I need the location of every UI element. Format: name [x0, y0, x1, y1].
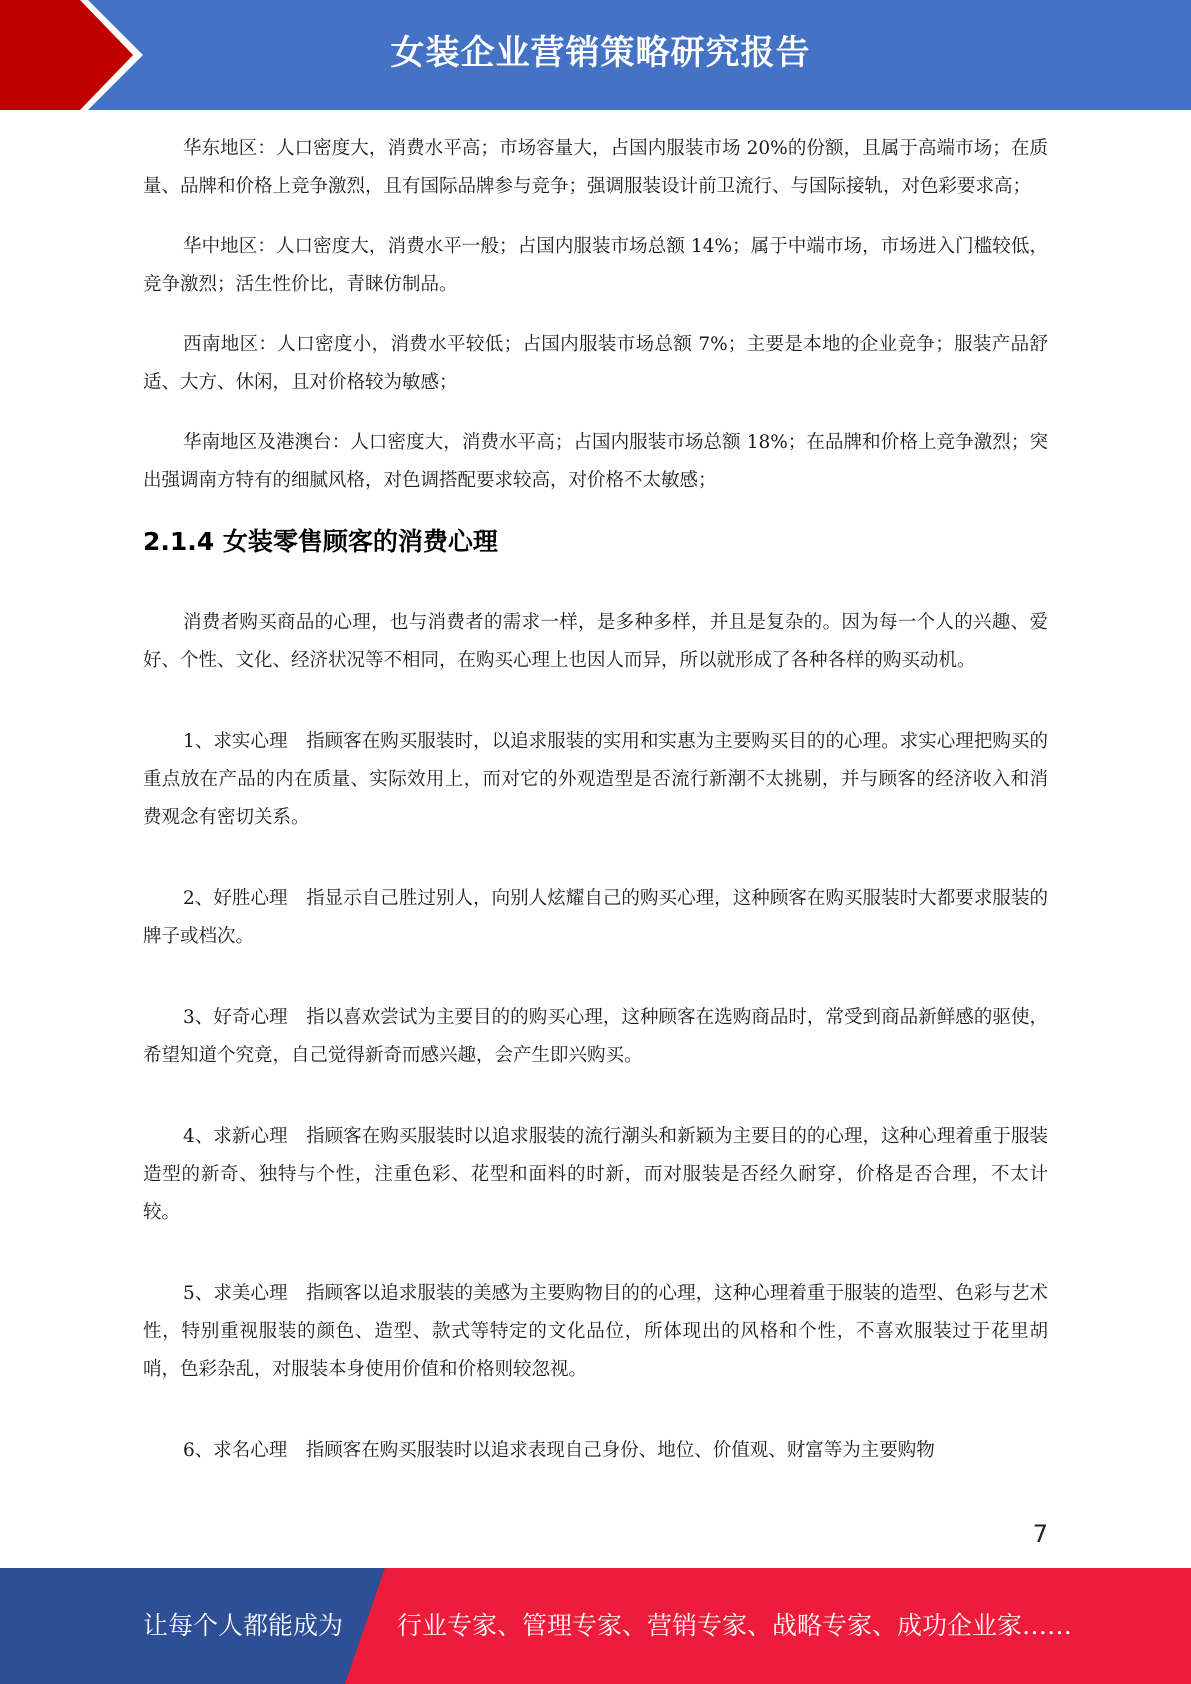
page-header [0, 0, 1191, 110]
page-content [143, 130, 1048, 1513]
footer-slogan-right: 行业专家、管理专家、营销专家、战略专家、成功企业家…… [397, 1611, 1073, 1640]
psychology-item-6: 6、求名心理 指顾客在购买服装时以追求表现自己身份、地位、价值观、财富等为主要购物 [183, 1440, 935, 1461]
page-number: 7 [1032, 1520, 1048, 1548]
section-heading: 2.1.4 女装零售顾客的消费心理 [143, 527, 498, 556]
region-paragraph-south: 华南地区及港澳台：人口密度大，消费水平高；占国内服装市场总额 18%；在品牌和价格上竞争激烈；突出强调南方特有的细腻风格，对色调搭配要求较高，对价格不太敏感； [143, 432, 1048, 491]
region-paragraph-central: 华中地区：人口密度大，消费水平一般；占国内服装市场总额 14%；属于中端市场，市场进入门槛较低，竞争激烈；活生性价比，青睐仿制品。 [143, 236, 1048, 295]
psychology-item-1: 1、求实心理 指顾客在购买服装时，以追求服装的实用和实惠为主要购买目的的心理。求实心理把购买的重点放在产品的内在质量、实际效用上，而对它的外观造型是否流行新潮不太挑剔，并与顾客的经济收入和消费观念有密切关系。 [143, 731, 1048, 828]
section-intro: 消费者购买商品的心理，也与消费者的需求一样，是多种多样，并且是复杂的。因为每一个人的兴趣、爱好、个性、文化、经济状况等不相同，在购买心理上也因人而异，所以就形成了各种各样的购买动机。 [143, 612, 1048, 671]
region-paragraph-southwest: 西南地区：人口密度小，消费水平较低；占国内服装市场总额 7%；主要是本地的企业竞争；服装产品舒适、大方、休闲，且对价格较为敏感； [143, 334, 1048, 393]
psychology-item-3: 3、好奇心理 指以喜欢尝试为主要目的的购买心理，这种顾客在选购商品时，常受到商品新鲜感的驱使，希望知道个究竟，自己觉得新奇而感兴趣，会产生即兴购买。 [143, 1007, 1048, 1066]
region-paragraph-east: 华东地区：人口密度大，消费水平高；市场容量大，占国内服装市场 20%的份额，且属于高端市场；在质量、品牌和价格上竞争激烈，且有国际品牌参与竞争；强调服装设计前卫流行、与国际接轨，对色彩要求高； [143, 138, 1048, 197]
psychology-item-2: 2、好胜心理 指显示自己胜过别人，向别人炫耀自己的购买心理，这种顾客在购买服装时大都要求服装的牌子或档次。 [143, 888, 1048, 947]
report-title: 女装企业营销策略研究报告 [390, 33, 811, 73]
psychology-item-4: 4、求新心理 指顾客在购买服装时以追求服装的流行潮头和新颖为主要目的的心理，这种心理着重于服装造型的新奇、独特与个性，注重色彩、花型和面料的时新，而对服装是否经久耐穿，价格是否合理，不太计较。 [143, 1126, 1048, 1223]
page-footer [0, 1568, 1191, 1684]
footer-slogan-left: 让每个人都能成为 [143, 1611, 344, 1640]
psychology-item-5: 5、求美心理 指顾客以追求服装的美感为主要购物目的的心理，这种心理着重于服装的造型、色彩与艺术性，特别重视服装的颜色、造型、款式等特定的文化品位，所体现出的风格和个性，不喜欢服装过于花里胡哨，色彩杂乱，对服装本身使用价值和价格则较忽视。 [143, 1283, 1048, 1380]
